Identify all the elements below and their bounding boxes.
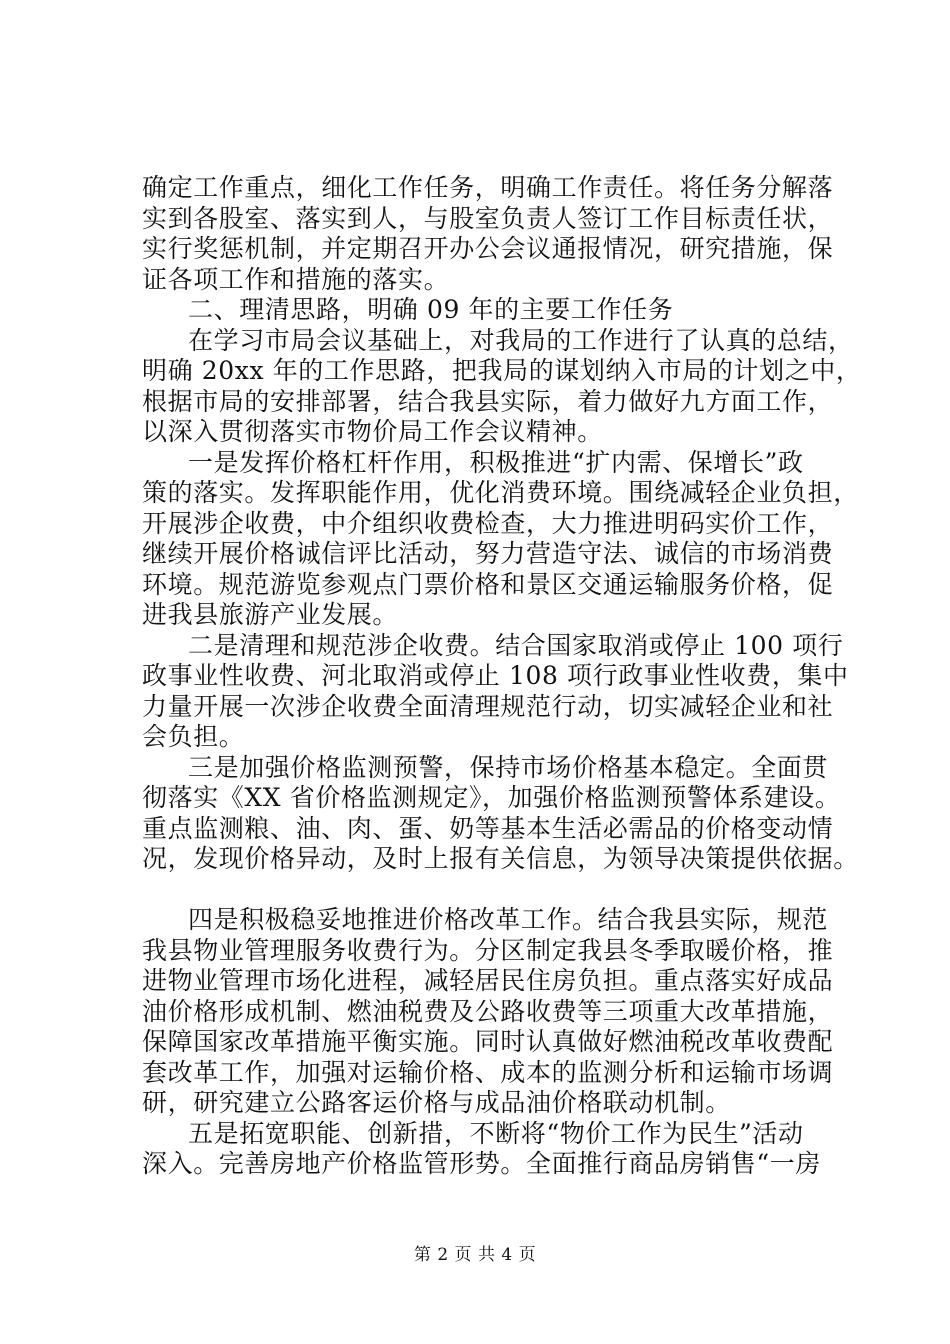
text-line: 环境。规范游览参观点门票价格和景区交通运输服务价格，促	[142, 569, 834, 599]
text-line: 政事业性收费、河北取消或停止 108 项行政事业性收费，集中	[142, 661, 849, 690]
text-line: 策的落实。发挥职能作用，优化消费环境。围绕减轻企业负担，	[142, 478, 859, 507]
text-line: 明确 20xx 年的工作思路，把我局的谋划纳入市局的计划之中，	[142, 356, 862, 385]
text-line: 根据市局的安排部署，结合我县实际，着力做好九方面工作，	[142, 386, 834, 416]
text-line: 继续开展价格诚信评比活动，努力营造守法、诚信的市场消费	[142, 539, 834, 568]
text-line: 确定工作重点，细化工作任务，明确工作责任。将任务分解落	[142, 173, 834, 202]
text-line: 况，发现价格异动，及时上报有关信息，为领导决策提供依据。	[142, 844, 859, 873]
text-line: 在学习市局会议基础上，对我局的工作进行了认真的总结，	[188, 325, 854, 355]
text-line: 油价格形成机制、燃油税费及公路收费等三项重大改革措施，	[142, 996, 834, 1026]
text-line: 开展涉企收费，中介组织收费检查，大力推进明码实价工作，	[142, 508, 834, 538]
page-footer: 第 2 页 共 4 页	[413, 1245, 537, 1265]
text-line: 力量开展一次涉企收费全面清理规范行动，切实减轻企业和社	[142, 691, 834, 721]
text-line: 三是加强价格监测预警，保持市场价格基本稳定。全面贯	[188, 752, 829, 782]
text-line: 会负担。	[142, 722, 245, 751]
paragraph-gap	[142, 875, 854, 906]
text-line: 进我县旅游产业发展。	[142, 600, 399, 629]
text-line: 二、理清思路，明确 09 年的主要工作任务	[188, 295, 674, 324]
text-line: 我县物业管理服务收费行为。分区制定我县冬季取暖价格，推	[142, 935, 834, 965]
text-line: 套改革工作，加强对运输价格、成本的监测分析和运输市场调	[142, 1057, 834, 1087]
text-line: 四是积极稳妥地推进价格改革工作。结合我县实际，规范	[188, 905, 829, 934]
text-line: 证各项工作和措施的落实。	[142, 264, 450, 294]
text-line: 保障国家改革措施平衡实施。同时认真做好燃油税改革收费配	[142, 1027, 834, 1056]
text-line: 二是清理和规范涉企收费。结合国家取消或停止 100 项行	[188, 630, 844, 660]
text-line: 深入。完善房地产价格监管形势。全面推行商品房销售“一房	[142, 1149, 821, 1178]
text-line: 实到各股室、落实到人，与股室负责人签订工作目标责任状，	[142, 203, 834, 233]
text-line: 以深入贯彻落实市物价局工作会议精神。	[142, 417, 603, 446]
text-line: 研，研究建立公路客运价格与成品油价格联动机制。	[142, 1088, 731, 1117]
text-line: 实行奖惩机制，并定期召开办公会议通报情况，研究措施，保	[142, 234, 834, 263]
text-line: 一是发挥价格杠杆作用，积极推进“扩内需、保增长”政	[188, 447, 804, 477]
text-line: 进物业管理市场化进程，减轻居民住房负担。重点落实好成品	[142, 966, 834, 995]
text-line: 彻落实《XX 省价格监测规定》，加强价格监测预警体系建设。	[142, 783, 841, 812]
text-line: 五是拓宽职能、创新措，不断将“物价工作为民生”活动	[188, 1118, 804, 1148]
document-body	[142, 173, 862, 1180]
text-line: 重点监测粮、油、肉、蛋、奶等基本生活必需品的价格变动情	[142, 813, 834, 843]
